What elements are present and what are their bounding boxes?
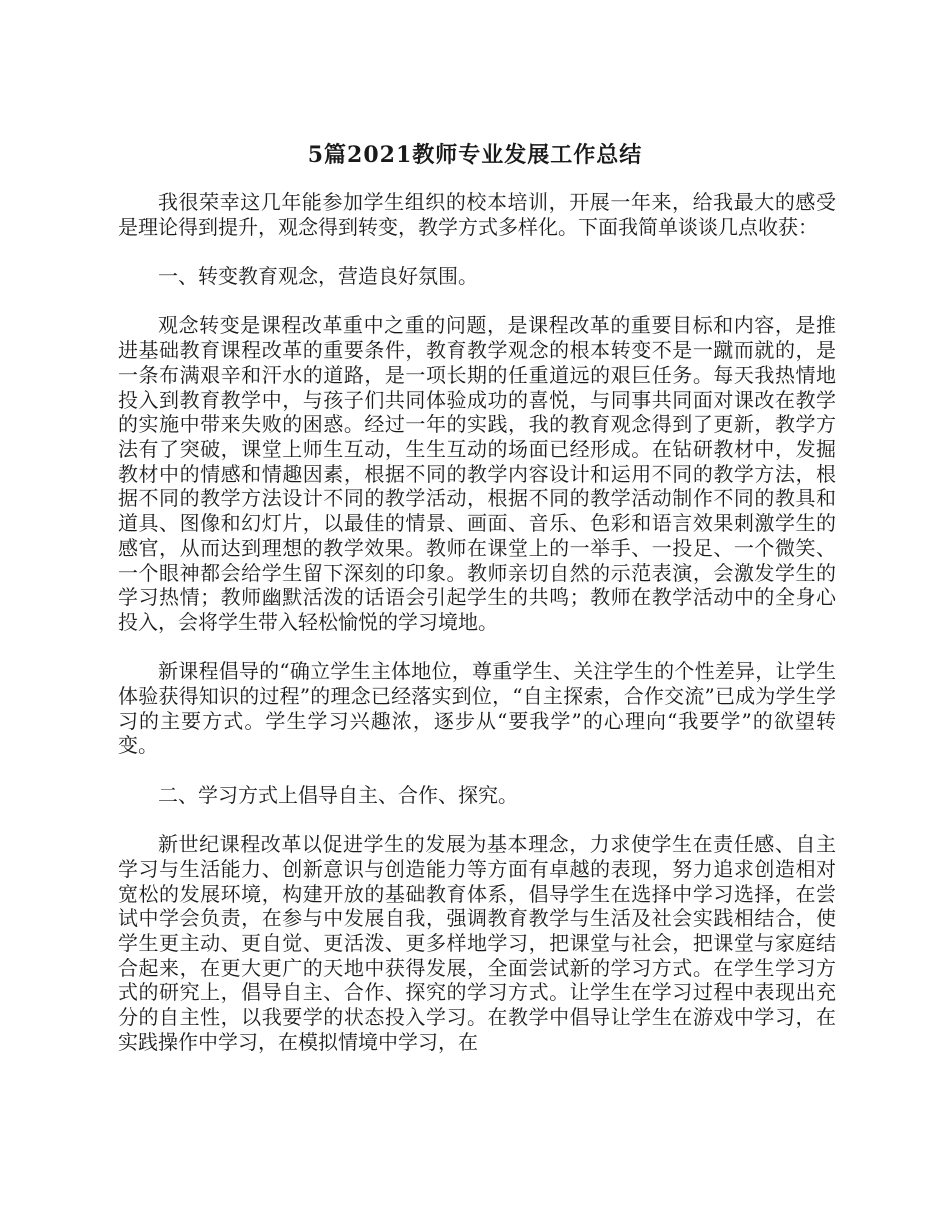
- section-heading-1: 一、转变教育观念，营造良好氛围。: [158, 264, 478, 289]
- document-title: 5篇2021教师专业发展工作总结: [307, 142, 643, 168]
- intro-paragraph: 我很荣幸这几年能参加学生组织的校本培训，开展一年来，给我最大的感受是理论得到提升，观念得到转变，教学方式多样化。下面我简单谈谈几点收获：: [118, 190, 836, 239]
- section-1-paragraph-1: 观念转变是课程改革重中之重的问题，是课程改革的重要目标和内容，是推进基础教育课程改革的重要条件，教育教学观念的根本转变不是一蹴而就的，是一条布满艰辛和汗水的道路，是一项长期的任重道远的艰巨任务。每天我热情地投入到教育教学中，与孩子们共同体验成功的喜悦，与同事共同面对课改在教学的实施中带来失败的困惑。经过一年的实践，我的教育观念得到了更新，教学方法有了突破，课堂上师生互动，生生互动的场面已经形成。在钻研教材中，发掘教材中的情感和情趣因素，根据不同的教学内容设计和运用不同的教学方法，根据不同的教学方法设计不同的教学活动，根据不同的教学活动制作不同的教具和道具、图像和幻灯片，以最佳的情景、画面、音乐、色彩和语言效果刺激学生的感官，从而达到理想的教学效果。教师在课堂上的一举手、一投足、一个微笑、一个眼神都会给学生留下深刻的印象。教师亲切自然的示范表演，会激发学生的学习热情；教师幽默活泼的话语会引起学生的共鸣；教师在教学活动中的全身心投入，会将学生带入轻松愉悦的学习境地。: [118, 313, 836, 634]
- document-body: [118, 190, 836, 1079]
- section-heading-2: 二、学习方式上倡导自主、合作、探究。: [158, 782, 518, 807]
- section-2-paragraph-1: 新世纪课程改革以促进学生的发展为基本理念，力求使学生在责任感、自主学习与生活能力、创新意识与创造能力等方面有卓越的表现，努力追求创造相对宽松的发展环境，构建开放的基础教育体系，倡导学生在选择中学习选择，在尝试中学会负责，在参与中发展自我，强调教育教学与生活及社会实践相结合，使学生更主动、更自觉、更活泼、更多样地学习，把课堂与社会，把课堂与家庭结合起来，在更大更广的天地中获得发展，全面尝试新的学习方式。在学生学习方式的研究上，倡导自主、合作、探究的学习方式。让学生在学习过程中表现出充分的自主性，以我要学的状态投入学习。在教学中倡导让学生在游戏中学习，在实践操作中学习，在模拟情境中学习，在: [118, 832, 836, 1054]
- section-1-paragraph-2: 新课程倡导的“确立学生主体地位，尊重学生、关注学生的个性差异，让学生体验获得知识的过程”的理念已经落实到位，“自主探索，合作交流”已成为学生学习的主要方式。学生学习兴趣浓，逐步从“要我学”的心理向“我要学”的欲望转变。: [118, 659, 836, 758]
